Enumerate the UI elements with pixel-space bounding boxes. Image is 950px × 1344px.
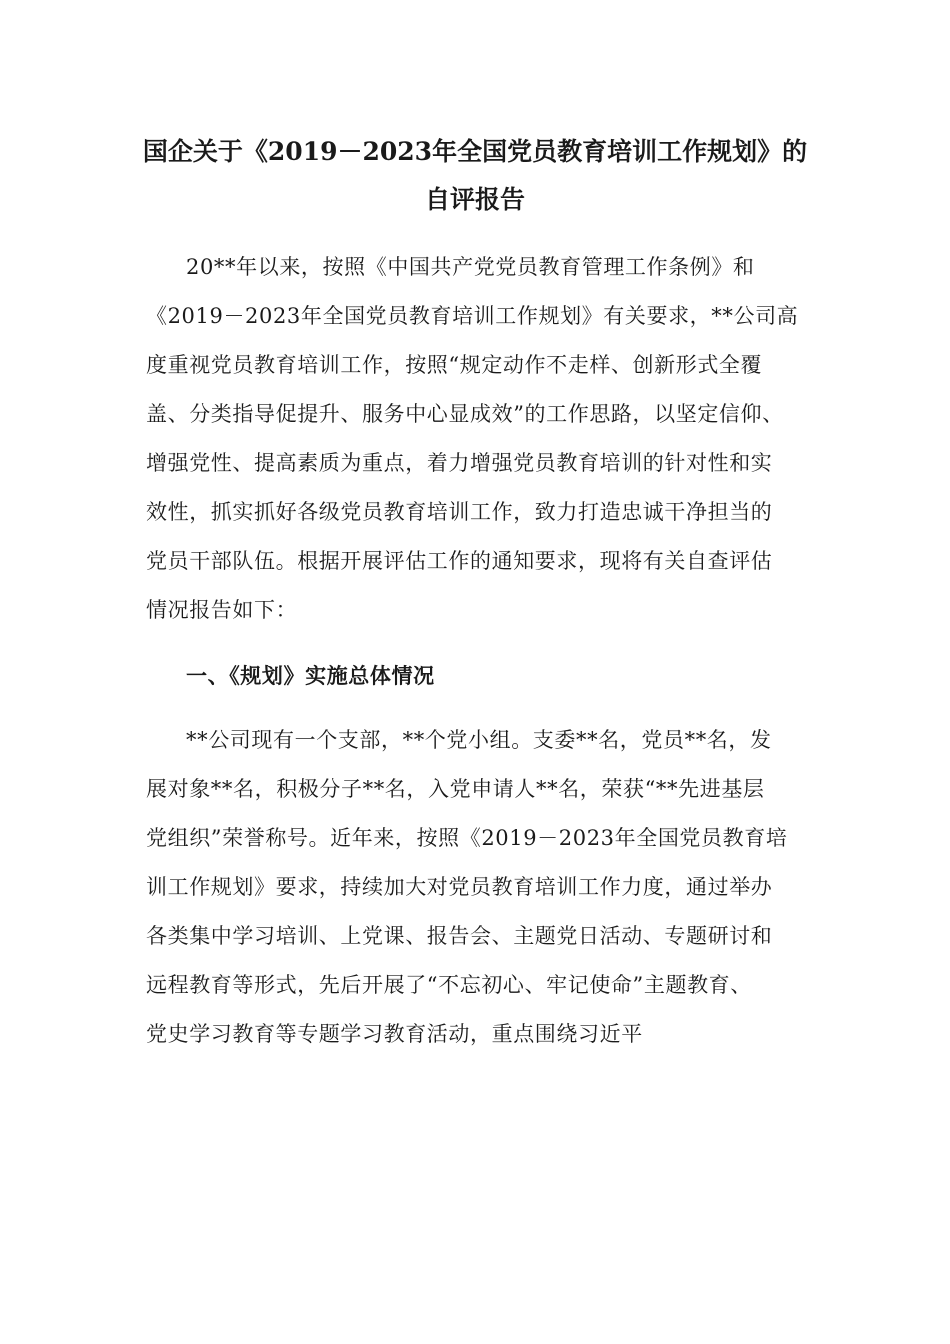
document-title-line-1: 国企关于《2019－2023年全国党员教育培训工作规划》的 [142, 137, 808, 166]
paragraph-1-line-8: 情况报告如下： [146, 598, 298, 622]
paragraph-2-line-1: **公司现有一个支部，**个党小组。支委**名，党员**名，发 [186, 728, 772, 752]
paragraph-1-line-7: 党员干部队伍。根据开展评估工作的通知要求，现将有关自查评估 [146, 549, 773, 573]
section-1-heading: 一、《规划》实施总体情况 [186, 663, 435, 688]
paragraph-1-line-4: 盖、分类指导促提升、服务中心显成效”的工作思路，以坚定信仰、 [146, 402, 784, 426]
paragraph-2-line-4: 训工作规划》要求，持续加大对党员教育培训工作力度，通过举办 [146, 875, 773, 899]
paragraph-2-line-2: 展对象**名，积极分子**名，入党申请人**名，荣获“**先进基层 [146, 777, 765, 801]
paragraph-2-line-6: 远程教育等形式，先后开展了“不忘初心、牢记使命”主题教育、 [146, 973, 752, 997]
paragraph-1-line-6: 效性，抓实抓好各级党员教育培训工作，致力打造忠诚干净担当的 [146, 500, 773, 524]
paragraph-1-line-3: 度重视党员教育培训工作，按照“规定动作不走样、创新形式全覆 [146, 353, 763, 377]
paragraph-1-line-5: 增强党性、提高素质为重点，着力增强党员教育培训的针对性和实 [146, 451, 773, 475]
paragraph-2-line-7: 党史学习教育等专题学习教育活动，重点围绕习近平 [146, 1022, 643, 1046]
paragraph-1-line-2: 《2019－2023年全国党员教育培训工作规划》有关要求，**公司高 [146, 304, 799, 328]
document-title-line-2: 自评报告 [424, 185, 525, 214]
paragraph-2-line-5: 各类集中学习培训、上党课、报告会、主题党日活动、专题研讨和 [146, 924, 773, 948]
paragraph-2-line-3: 党组织”荣誉称号。近年来，按照《2019－2023年全国党员教育培 [146, 826, 788, 850]
paragraph-1-line-1: 20**年以来，按照《中国共产党党员教育管理工作条例》和 [186, 255, 755, 279]
